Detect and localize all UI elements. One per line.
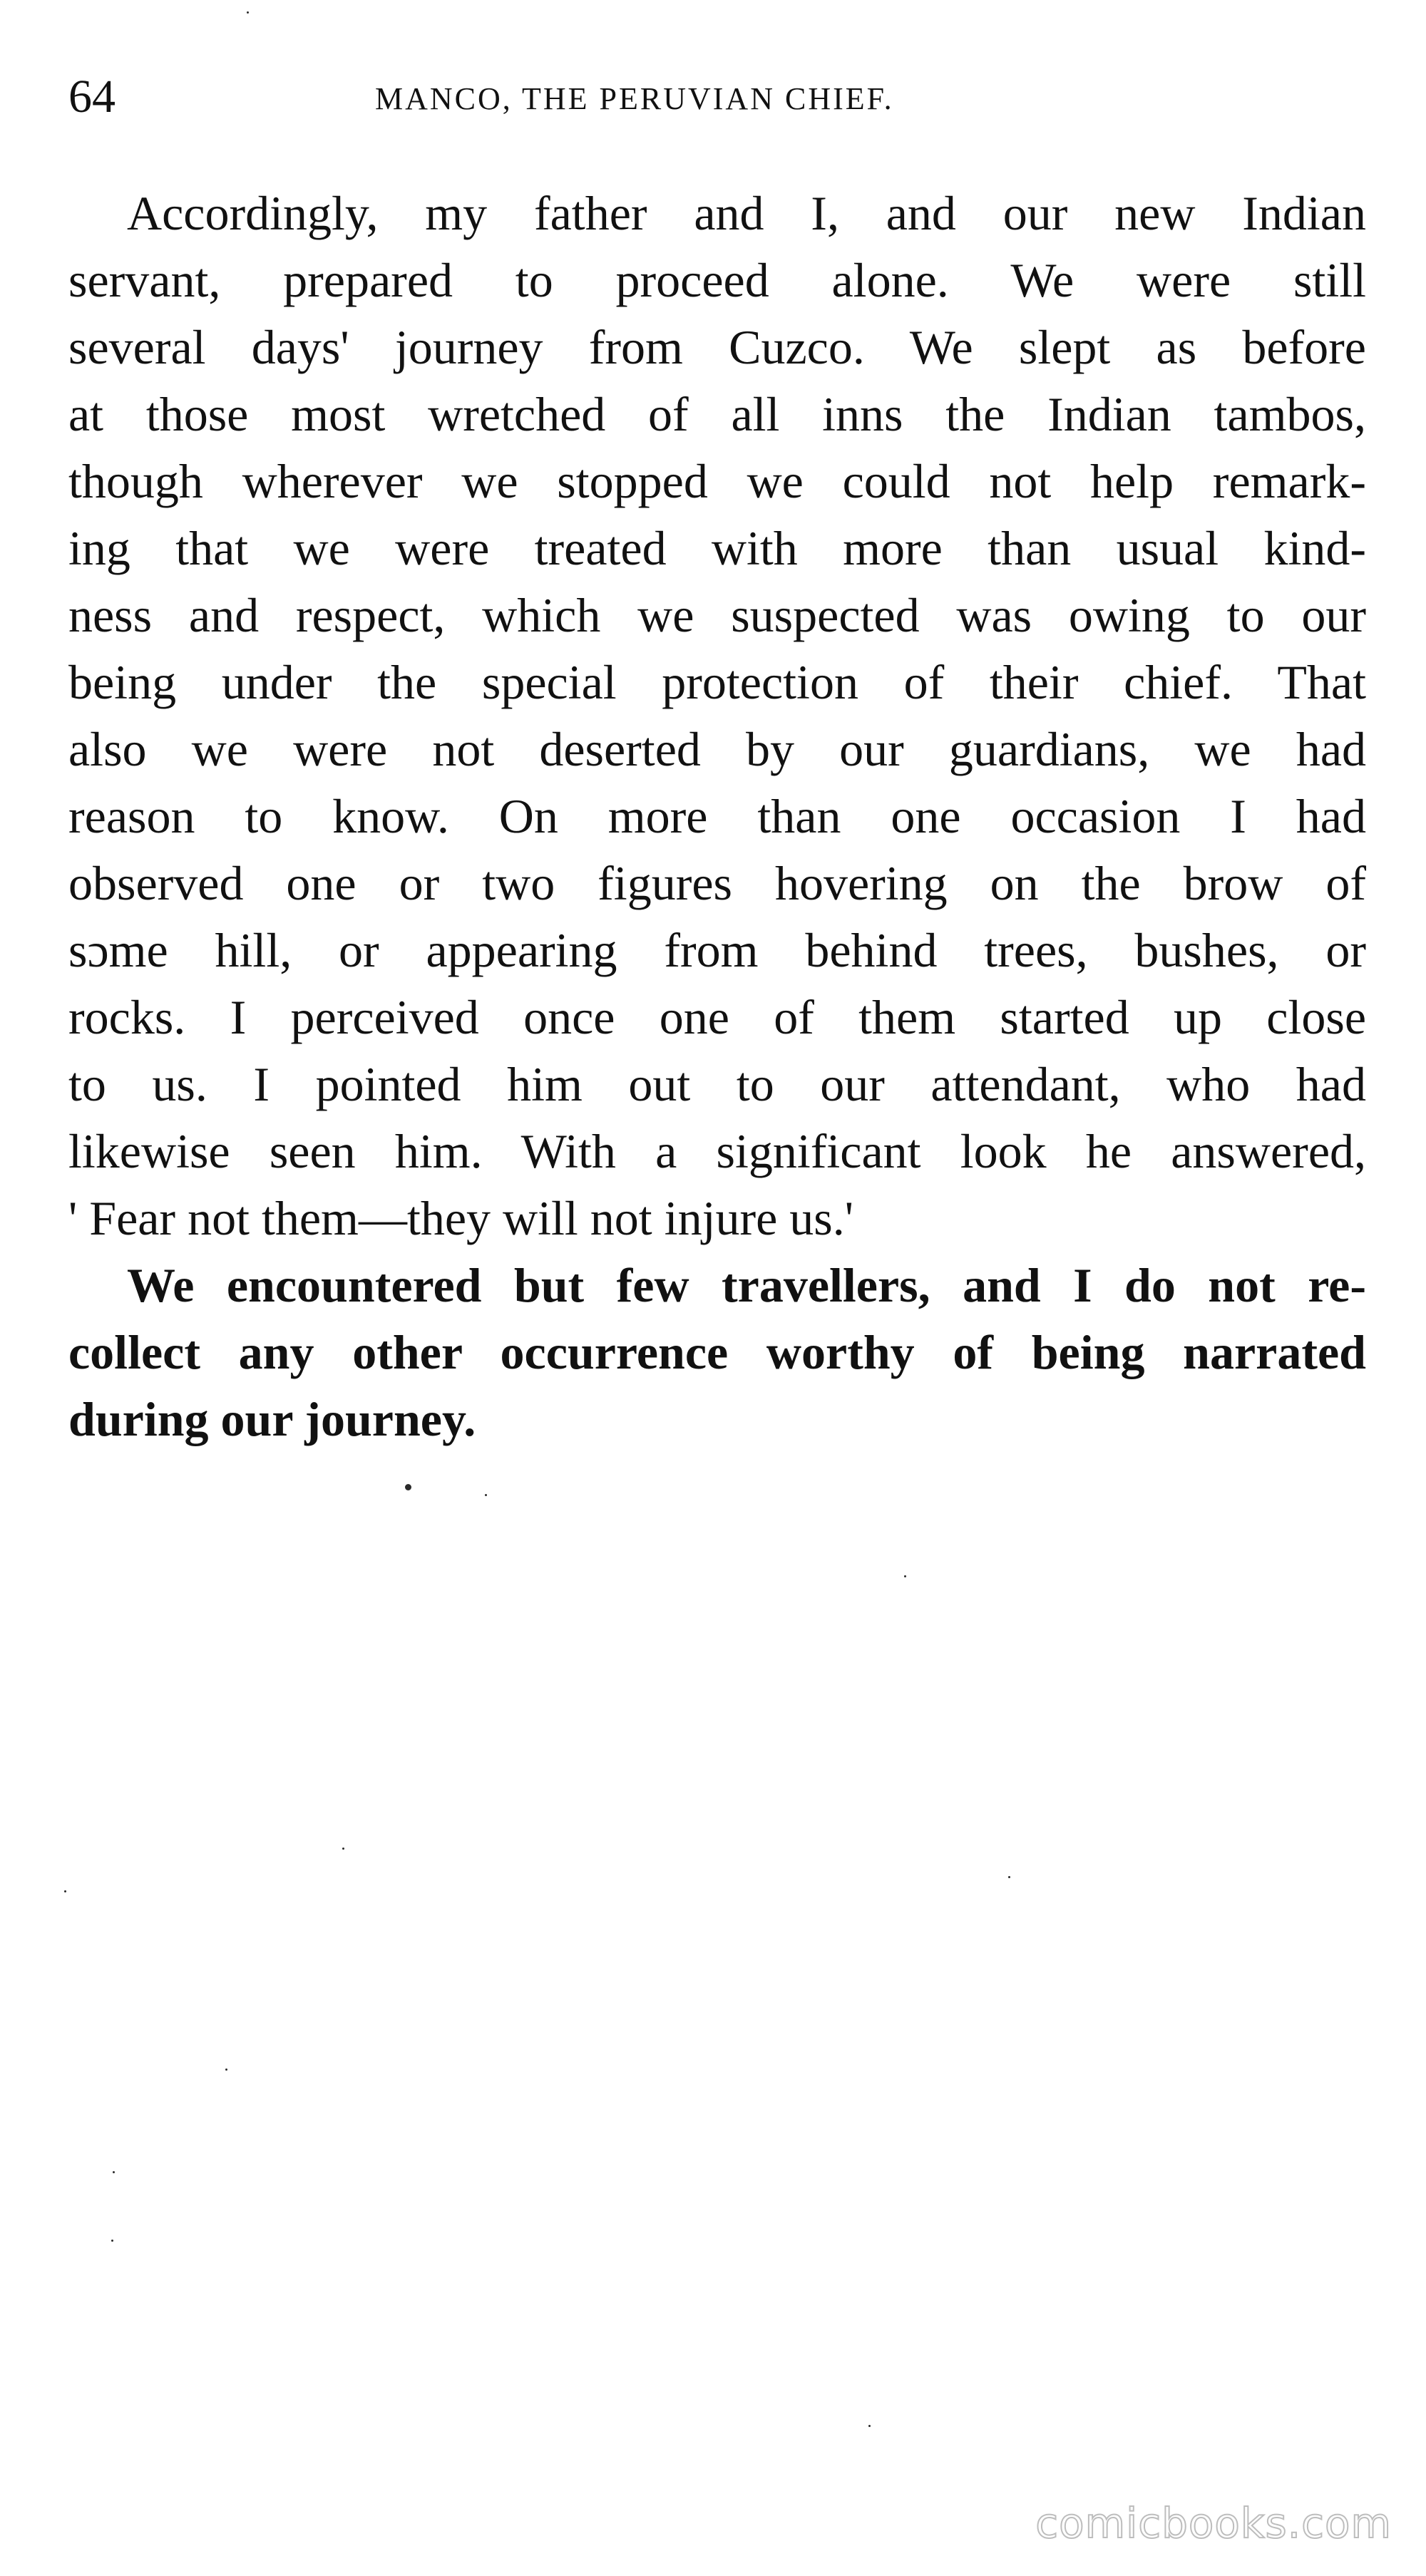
text-line: We encountered but few travellers, and I do not re-: [127, 1258, 1366, 1312]
text-line: also we were not deserted by our guardians, we had: [68, 722, 1366, 776]
text-line: ness and respect, which we suspected was owing to our: [68, 588, 1366, 642]
text-line: sɔme hill, or appearing from behind trees, bushes, or: [68, 923, 1366, 977]
print-speck: [485, 1494, 487, 1496]
text-line: servant, prepared to proceed alone. We were still: [68, 253, 1366, 307]
print-speck: [1008, 1876, 1010, 1878]
text-line: at those most wretched of all inns the Indian tambos,: [68, 387, 1366, 441]
print-speck: [225, 2068, 227, 2071]
text-line: several days' journey from Cuzco. We slept as before: [68, 320, 1366, 374]
print-speck: [113, 2171, 115, 2173]
text-line: observed one or two figures hovering on the brow of: [68, 856, 1366, 910]
body-text: [68, 180, 1366, 1453]
text-line: reason to know. On more than one occasion I had: [68, 789, 1366, 843]
text-line: ing that we were treated with more than usual kind-: [68, 521, 1366, 575]
running-title: MANCO, THE PERUVIAN CHIEF.: [375, 81, 894, 116]
print-speck: [405, 1484, 411, 1490]
watermark: comicbooks.com: [1035, 2499, 1392, 2547]
print-speck: [904, 1575, 906, 1577]
text-line: to us. I pointed him out to our attendant, who had: [68, 1057, 1366, 1111]
text-line: though wherever we stopped we could not help remark-: [68, 454, 1366, 508]
print-speck: [868, 2425, 871, 2427]
text-line: collect any other occurrence worthy of being narrated: [68, 1325, 1366, 1379]
text-line: rocks. I perceived once one of them started up close: [68, 990, 1366, 1044]
print-speck: [342, 1848, 344, 1850]
text-line: ' Fear not them—they will not injure us.': [68, 1191, 854, 1245]
print-speck: [247, 11, 249, 14]
print-speck: [64, 1890, 66, 1892]
text-line: being under the special protection of their chief. That: [68, 655, 1366, 709]
text-line: likewise seen him. With a significant look he answered,: [68, 1124, 1366, 1178]
text-line: during our journey.: [68, 1392, 476, 1446]
page-number: 64: [68, 71, 116, 123]
print-speck: [111, 2240, 113, 2242]
text-line: Accordingly, my father and I, and our new Indian: [127, 186, 1366, 240]
running-head: [68, 68, 1358, 125]
